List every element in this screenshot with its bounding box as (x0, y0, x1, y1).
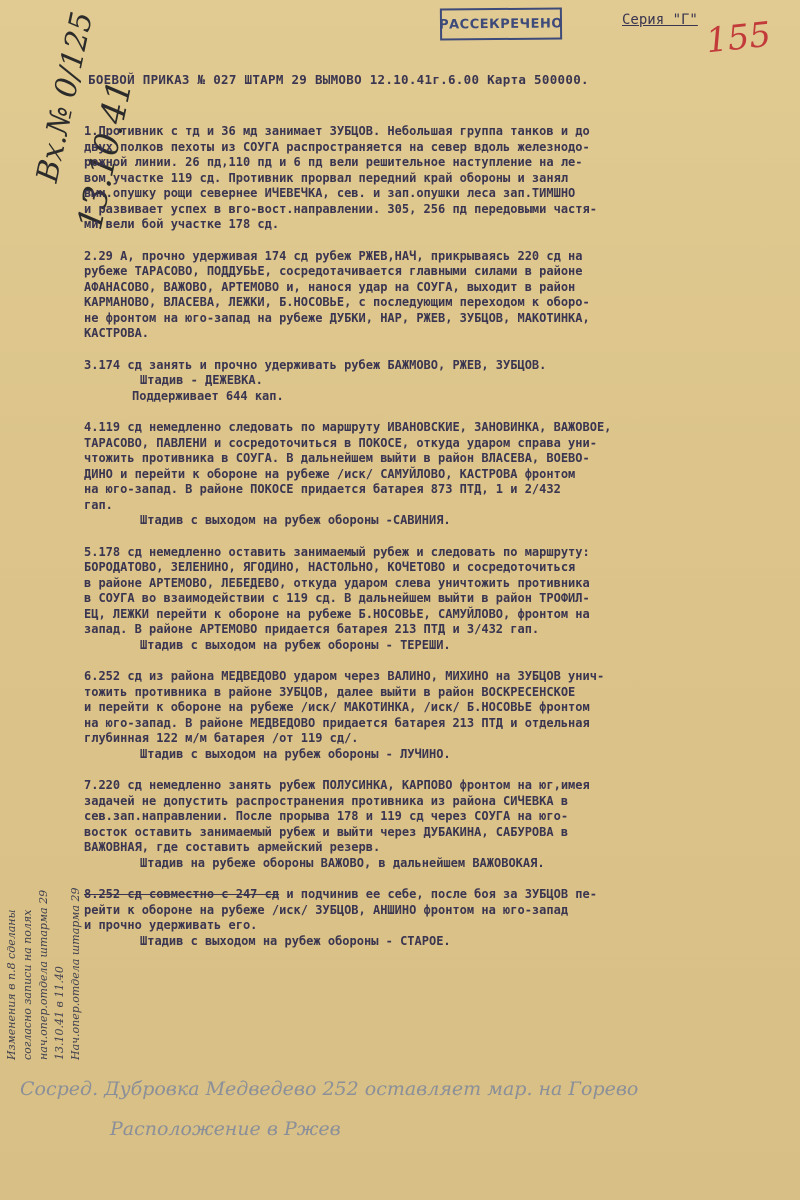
text-line: ВАЖОВНАЯ, где составить армейский резерв. (84, 840, 381, 854)
text-line: не фронтом на юго-запад на рубеже ДУБКИ, НАР, РЖЕВ, ЗУБЦОВ, МАКОТИНКА, (84, 310, 590, 325)
paragraph-8 (84, 887, 784, 949)
note-line: 13.10.41 в 11.40 (53, 966, 66, 1060)
paragraph-1 (84, 124, 784, 233)
text-line: в районе АРТЕМОВО, ЛЕБЕДЕВО, откуда ударом слева уничтожить противника (84, 575, 590, 590)
staff-line: Штадив с выходом на рубеж обороны - ТЕРЕШИ. (140, 637, 451, 652)
text-line: ми вели бой участке 178 сд. (84, 217, 280, 231)
pencil-footnote-2: Расположение в Ржев (110, 1118, 341, 1140)
text-line: БОРОДАТОВО, ЗЕЛЕНИНО, ЯГОДИНО, НАСТОЛЬНО, КОЧЕТОВО и сосредоточиться (84, 560, 576, 574)
text-line: 2.29 А, прочно удерживая 174 сд рубеж РЖЕВ,НАЧ, прикрываясь 220 сд на (84, 248, 583, 263)
staff-line: Штадив с выходом на рубеж обороны - СТАРОЕ. (140, 933, 451, 948)
note-line: Нач.опер.отдела штарма 29 (69, 887, 82, 1060)
text-line: 7.220 сд немедленно занять рубеж ПОЛУСИНКА, КАРПОВО фронтом на юг,имея (84, 778, 590, 792)
paragraph-7 (84, 778, 784, 871)
text-line: вом участке 119 сд. Противник прорвал передний край обороны и занял (84, 170, 569, 185)
paragraph-5 (84, 545, 784, 654)
text-line: сев.зап.направлении. После прорыва 178 и 119 сд через СОУГА на юго- (84, 809, 569, 823)
text-line: и прочно удерживать его. (84, 918, 258, 932)
text-line: ТАРАСОВО, ПАВЛЕНИ и сосредоточиться в ПОКОСЕ, откуда ударом справа уни- (84, 435, 597, 450)
order-header: БОЕВОЙ ПРИКАЗ № 027 ШТАРМ 29 ВЫМОВО 12.10.41г.6.00 Карта 500000. (88, 72, 589, 87)
struck-text: 8.252 сд совместно с 247 сд (84, 887, 280, 901)
note-line: нач.опер.отдела штарма 29 (37, 889, 50, 1060)
text-line: двух полков пехоты из СОУГА распространяется на север вдоль железнодо- (84, 139, 590, 154)
text-line: ДИНО и перейти к обороне на рубеже /иск/ САМУЙЛОВО, КАСТРОВА фронтом (84, 466, 576, 481)
text-line: и перейти к обороне на рубеже /иск/ МАКОТИНКА, /иск/ Б.НОСОВЬЕ фронтом (84, 700, 590, 714)
note-line: согласно записи на полях (21, 909, 34, 1060)
staff-line: Штадив - ДЕЖЕВКА. (140, 373, 263, 387)
margin-registration-note: Вх.№ 0/125 (30, 8, 101, 186)
order-body (84, 124, 784, 965)
text-line: КАСТРОВА. (84, 326, 150, 340)
text-line: рубеже ТАРАСОВО, ПОДДУБЬЕ, сосредотачивается главными силами в районе (84, 264, 583, 278)
note-line: Изменения в п.8 сделаны (5, 909, 18, 1060)
text-line: рожной линии. 26 пд,110 пд и 6 пд вели решительное наступление на ле- (84, 155, 583, 169)
paragraph-2 (84, 249, 784, 342)
text-line: в СОУГА во взаимодействии с 119 сд. В дальнейшем выйти в район ТРОФИЛ- (84, 591, 590, 605)
text-line: глубинная 122 м/м батарея /от 119 сд/. (84, 731, 359, 745)
series-label: Серия "Г" (622, 12, 698, 28)
text-line: задачей не допустить распространения противника из района СИЧЕВКА в (84, 793, 569, 808)
support-line: Поддерживает 644 кап. (132, 388, 284, 403)
text-line: АФАНАСОВО, ВАЖОВО, АРТЕМОВО и, нанося удар на СОУГА, выходит в район (84, 279, 576, 294)
text-line: на юго-запад. В районе ПОКОСЕ придается батарея 873 ПТД, 1 и 2/432 (84, 482, 561, 496)
text-line: гап. (84, 497, 113, 512)
pencil-footnote-1: Сосред. Дубровка Медведево 252 оставляет мар. на Горево (20, 1078, 639, 1100)
margin-vertical-note (4, 888, 84, 1060)
margin-date-note: 13.10.41 (70, 76, 141, 234)
text-line: на юго-запад. В районе МЕДВЕДОВО придается батарея 213 ПТД и отдельная (84, 715, 590, 730)
staff-line: Штадив с выходом на рубеж обороны - ЛУЧИНО. (140, 746, 451, 761)
staff-line: Штадив на рубеже обороны ВАЖОВО, в дальнейшем ВАЖОВОКАЯ. (140, 855, 545, 870)
paragraph-6 (84, 669, 784, 762)
text-line: восток оставить занимаемый рубеж и выйти через ДУБАКИНА, САБУРОВА в (84, 824, 569, 839)
paragraph-3 (84, 358, 784, 405)
text-line: КАРМАНОВО, ВЛАСЕВА, ЛЕЖКИ, Б.НОСОВЬЕ, с последующим переходом к оборо- (84, 295, 590, 309)
text-line: 5.178 сд немедленно оставить занимаемый рубеж и следовать по маршруту: (84, 544, 590, 559)
declassified-stamp: РАССЕКРЕЧЕНО (440, 7, 562, 40)
staff-line: Штадив с выходом на рубеж обороны -САВИНИЯ. (140, 513, 451, 527)
page-number: 155 (704, 14, 773, 62)
text-line: и развивает успех в вго-вост.направлении. 305, 256 пд передовыми частя- (84, 201, 597, 216)
paragraph-4 (84, 420, 784, 529)
text-line: тожить противника в районе ЗУБЦОВ, далее выйти в район ВОСКРЕСЕНСКОЕ (84, 684, 576, 699)
text-line: 3.174 сд занять и прочно удерживать рубеж БАЖМОВО, РЖЕВ, ЗУБЦОВ. (84, 357, 547, 372)
text-line: чтожить противника в СОУГА. В дальнейшем выйти в район ВЛАСЕВА, ВОЕВО- (84, 451, 590, 465)
text-line: и подчинив ее себе, после боя за ЗУБЦОВ пе- (286, 887, 597, 901)
text-line: 6.252 сд из района МЕДВЕДОВО ударом через ВАЛИНО, МИХИНО на ЗУБЦОВ унич- (84, 669, 605, 683)
text-line: ЕЦ, ЛЕЖКИ перейти к обороне на рубеже Б.НОСОВЬЕ, САМУЙЛОВО, фронтом на (84, 606, 590, 621)
text-line: запад. В районе АРТЕМОВО придается батарея 213 ПТД и 3/432 гап. (84, 622, 540, 636)
text-line: 4.119 сд немедленно следовать по маршруту ИВАНОВСКИЕ, ЗАНОВИНКА, ВАЖОВОЕ, (84, 420, 612, 434)
text-line: рейти к обороне на рубеже /иск/ ЗУБЦОВ, АНШИНО фронтом на юго-запад (84, 902, 569, 917)
text-line: вын.опушку рощи севернее ИЧЕВЕЧКА, сев. и зап.опушки леса зап.ТИМШНО (84, 186, 576, 200)
text-line: 1.Противник с тд и 36 мд занимает ЗУБЦОВ. Небольшая группа танков и до (84, 124, 590, 138)
